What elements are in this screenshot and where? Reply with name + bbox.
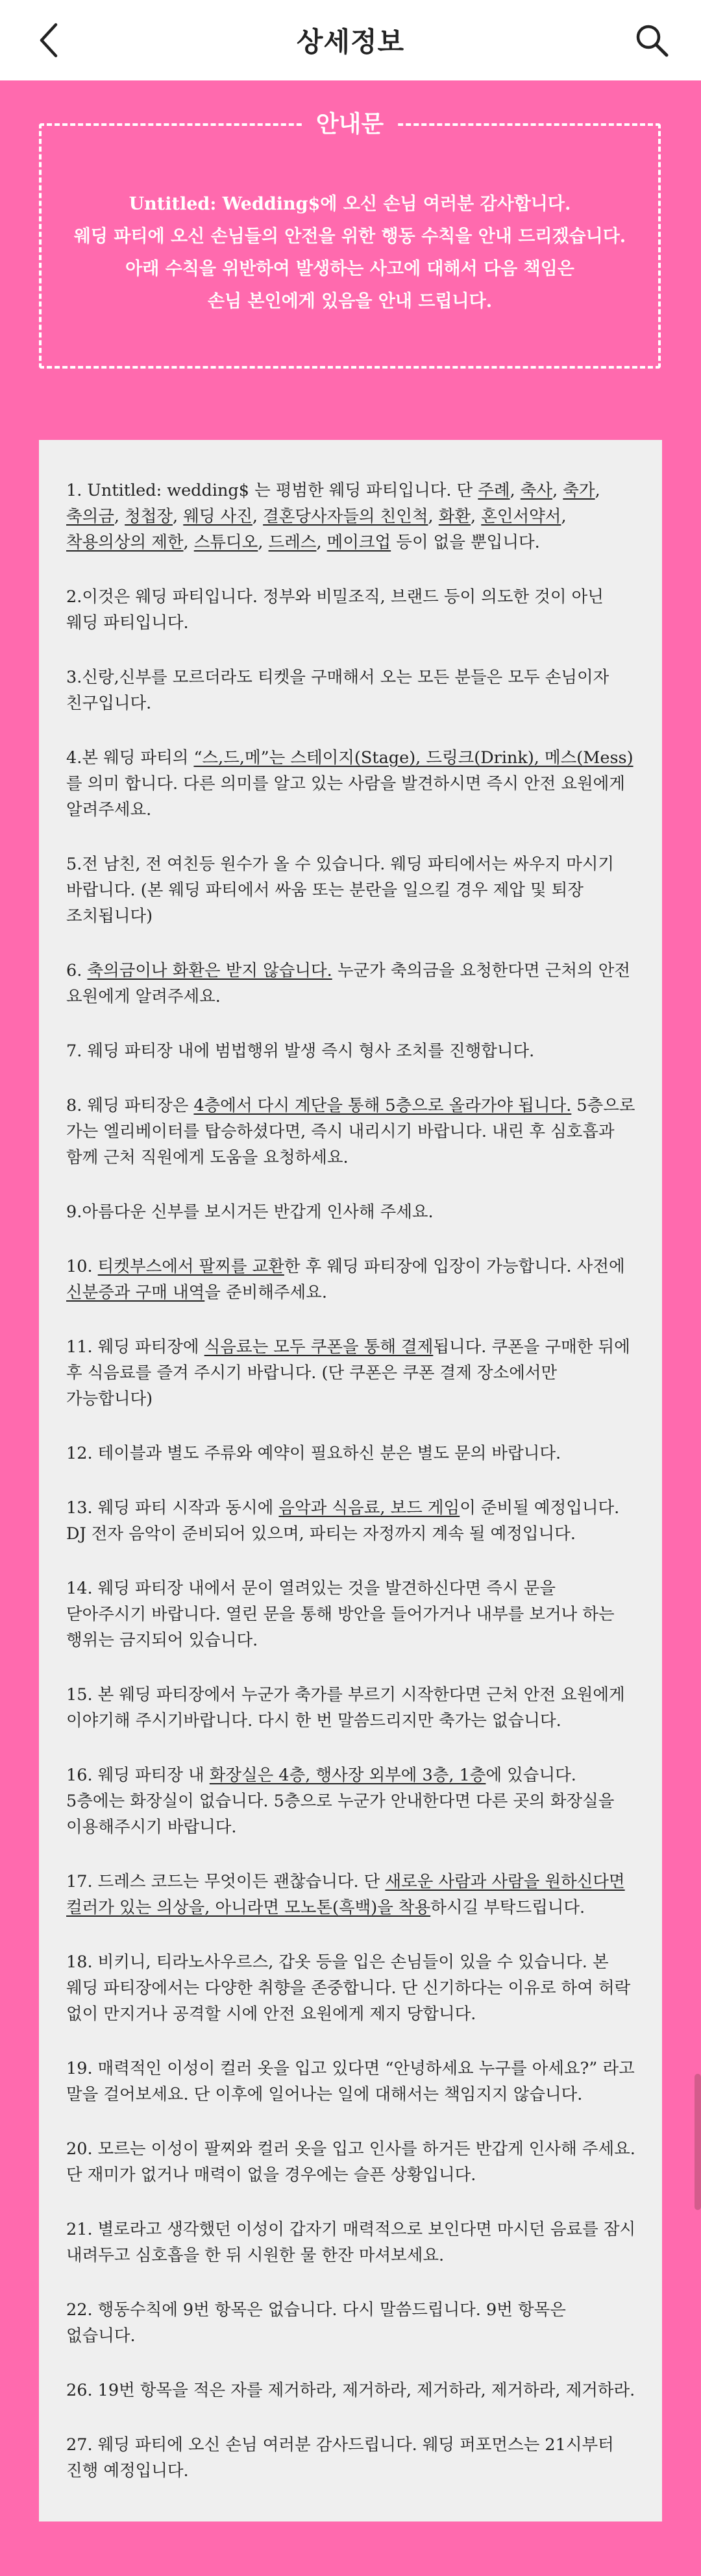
rule-emphasis: 식음료는 모두 쿠폰을 통해 결제 [204,1337,434,1357]
rule-emphasis: 청첩장 [125,507,173,526]
rule-text: 20. 모르는 이성이 팔찌와 컬러 옷을 입고 인사를 하거든 반갑게 인사해 주세요. 단 재미가 없거나 매력이 없을 경우에는 슬픈 상황입니다. [66,2139,635,2185]
top-app-bar [0,0,701,80]
rule-text: , [252,507,264,526]
rule-text: 27. 웨딩 파티에 오신 손님 여러분 감사드립니다. 웨딩 퍼포먼스는 21시부터 진행 예정입니다. [66,2435,614,2481]
rule-emphasis: 드레스 [268,533,317,552]
notice-line: 웨딩 파티에 오신 손님들의 안전을 위한 행동 수칙을 안내 드리겠습니다. [73,226,626,247]
rule-item [66,958,636,1010]
rule-emphasis: 축의금이나 화환은 받지 않습니다. [87,961,332,980]
rule-text: 4.본 웨딩 파티의 [66,748,194,768]
rule-emphasis: 웨딩 사진 [183,507,252,526]
rule-item [66,1495,636,1547]
rule-emphasis: 주례 [478,481,510,500]
rule-item [66,1199,636,1225]
rule-text: 3.신랑,신부를 모르더라도 티켓을 구매해서 오는 모든 분들은 모두 손님이자 친구입니다. [66,668,609,713]
rule-item [66,2217,636,2268]
rule-text: 한 후 웨딩 파티장에 입장이 가능합니다. 사전에 [284,1257,625,1276]
rule-text: 11. 웨딩 파티장에 [66,1337,204,1357]
rule-text: , [595,481,600,500]
rule-text: 19. 매력적인 이성이 컬러 옷을 입고 있다면 “안녕하세요 누구를 아세요?” 라고 말을 걸어보세요. 단 이후에 일어나는 일에 대해서는 책임지지 않습니다. [66,2059,635,2104]
rule-text: 등이 없을 뿐입니다. [391,533,540,552]
back-button[interactable] [26,17,73,64]
notice-line: 아래 수칙을 위반하여 발생하는 사고에 대해서 다음 책임은 [125,259,574,279]
rule-text: , [552,481,563,500]
rule-item [66,1762,636,1840]
rule-emphasis: 화환 [438,507,471,526]
rule-text: 12. 테이블과 별도 주류와 예약이 필요하신 분은 별도 문의 바랍니다. [66,1444,561,1463]
rule-text: , [510,481,521,500]
rule-emphasis: 4층에서 다시 계단을 통해 5층으로 올라가야 됩니다. [193,1096,572,1115]
rule-emphasis: “스,드,메”는 스테이지(Stage), 드링크(Drink), 메스(Mess) [193,748,633,768]
rule-text: 7. 웨딩 파티장 내에 범법행위 발생 즉시 형사 조치를 진행합니다. [66,1041,535,1061]
rule-item [66,1254,636,1306]
rule-text: 13. 웨딩 파티 시작과 동시에 [66,1498,279,1518]
rule-emphasis: 스튜디오 [193,533,258,552]
rule-item [66,2377,636,2403]
rule-emphasis: 착용의상의 제한 [66,533,184,552]
rule-text: , [183,533,194,552]
rule-text: 14. 웨딩 파티장 내에서 문이 열려있는 것을 발견하신다면 즉시 문을 닫아주시기 바랍니다. 열린 문을 통해 방안을 들어가거나 내부를 보거나 하는 행위는 금지되어 있습니다. [66,1579,615,1650]
notice-box [39,111,661,369]
rule-emphasis: 음악과 식음료, 보드 게임 [278,1498,460,1518]
rule-item [66,1038,636,1064]
rule-emphasis: 신분증과 구매 내역 [66,1283,205,1302]
rule-item [66,1440,636,1466]
rule-text: 17. 드레스 코드는 무엇이든 괜찮습니다. 단 [66,1872,386,1891]
rule-text: 누군가 축의금을 요청한다면 근처의 안전 요원에게 알려주세요. [66,961,631,1006]
rule-text: 16. 웨딩 파티장 내 [66,1766,210,1785]
rule-item [66,2297,636,2349]
rule-text: , [428,507,439,526]
rule-item [66,2056,636,2108]
rule-text: 6. [66,961,88,980]
rule-text: 2.이것은 웨딩 파티입니다. 정부와 비밀조직, 브랜드 등이 의도한 것이 아닌 웨딩 파티입니다. [66,587,604,633]
rule-item [66,1682,636,1734]
rule-item [66,1093,636,1171]
rule-item [66,584,636,636]
rule-text: , [173,507,184,526]
rule-text: 15. 본 웨딩 파티장에서 누군가 축가를 부르기 시작한다면 근처 안전 요원에게 이야기해 주시기바랍니다. 다시 한 번 말씀드리지만 축가는 없습니다. [66,1685,625,1731]
notice-text [55,188,645,318]
rule-text: 5.전 남친, 전 여친등 원수가 올 수 있습니다. 웨딩 파티에서는 싸우지 마시기 바랍니다. (본 웨딩 파티에서 싸움 또는 분란을 일으킬 경우 제압 및 퇴장 조치됩니다) [66,855,615,926]
rule-text: 9.아름다운 신부를 보시거든 반갑게 인사해 주세요. [66,1202,434,1222]
rule-text: 1. Untitled: wedding$ 는 평범한 웨딩 파티입니다. 단 [66,481,478,500]
rule-item [66,1949,636,2027]
rule-emphasis: 혼인서약서 [481,507,561,526]
rule-text: 10. [66,1257,98,1276]
rules-panel[interactable] [39,440,662,2521]
rule-text: 21. 별로라고 생각했던 이성이 갑자기 매력적으로 보인다면 마시던 음료를 잠시 내려두고 심호흡을 한 뒤 시원한 물 한잔 마셔보세요. [66,2220,636,2265]
rule-item [66,1869,636,1921]
rule-emphasis: 메이크업 [326,533,391,552]
rule-item [66,851,636,929]
rule-text: , [258,533,269,552]
rule-item [66,1334,636,1412]
rule-text: , [561,507,567,526]
rule-item [66,478,636,555]
rule-text: 를 의미 합니다. 다른 의미를 알고 있는 사람을 발견하시면 즉시 안전 요원에게 알려주세요. [66,774,625,820]
rule-text: 5층으로 가는 엘리베이터를 탑승하셨다면, 즉시 내리시기 바랍니다. 내린 후 심호흡과 함께 근처 직원에게 도움을 요청하세요. [66,1096,635,1167]
rule-item [66,745,636,823]
rule-text: 이 준비될 예정입니다. DJ 전자 음악이 준비되어 있으며, 파티는 자정까지 계속 될 예정입니다. [66,1498,620,1544]
page-title: 상세정보 [296,26,405,58]
rule-text: 22. 행동수칙에 9번 항목은 없습니다. 다시 말씀드립니다. 9번 항목은 없습니다. [66,2300,566,2346]
rule-emphasis: 축사 [520,481,553,500]
rule-emphasis: 화장실은 4층, 행사장 외부에 3층, 1층 [209,1766,486,1785]
notice-line: Untitled: Wedding$에 오신 손님 여러분 감사합니다. [129,194,571,214]
chevron-left-icon [36,22,62,58]
rule-text: 18. 비키니, 티라노사우르스, 갑옷 등을 입은 손님들이 있을 수 있습니다. 본 웨딩 파티장에서는 다양한 취향을 존중합니다. 단 신기하다는 이유로 하여 허락 없이 만지거나 공격할 시에 안전 요원에게 제지 당합니다. [66,1952,631,2024]
rule-emphasis: 티켓부스에서 팔찌를 교환 [97,1257,284,1276]
rule-text: , [316,533,327,552]
notice-line: 손님 본인에게 있음을 안내 드립니다. [207,291,493,311]
rule-text: 하시길 부탁드립니다. [430,1898,585,1917]
rule-item [66,2432,636,2484]
rule-text: 됩니다. 쿠폰을 구매한 뒤에 후 식음료를 즐겨 주시기 바랍니다. (단 쿠폰은 쿠폰 결제 장소에서만 가능합니다) [66,1337,630,1409]
rule-emphasis: 결혼당사자들의 친인척 [263,507,428,526]
rule-text: , [114,507,125,526]
rules-list [39,440,662,2484]
scrollbar-thumb[interactable] [695,2074,701,2210]
rule-item [66,664,636,716]
rule-text: 을 준비해주세요. [204,1283,327,1302]
notice-title: 안내문 [302,106,398,143]
rule-text: 26. 19번 항목을 적은 자를 제거하라, 제거하라, 제거하라, 제거하라, 제거하라. [66,2381,635,2400]
rule-emphasis: 축가 [563,481,595,500]
search-icon [633,22,670,58]
rule-emphasis: 축의금 [66,507,114,526]
rule-emphasis: 새로운 사람과 사람을 원하신다면 컬러가 있는 의상을, 아니라면 모노톤(흑백)을 착용 [66,1872,625,1917]
rule-text: 에 있습니다. 5층에는 화장실이 없습니다. 5층으로 누군가 안내한다면 다른 곳의 화장실을 이용해주시기 바랍니다. [66,1766,615,1837]
rule-item [66,2136,636,2188]
rule-text: , [471,507,482,526]
rule-text: 8. 웨딩 파티장은 [66,1096,194,1115]
search-button[interactable] [628,17,675,64]
rule-item [66,1575,636,1653]
